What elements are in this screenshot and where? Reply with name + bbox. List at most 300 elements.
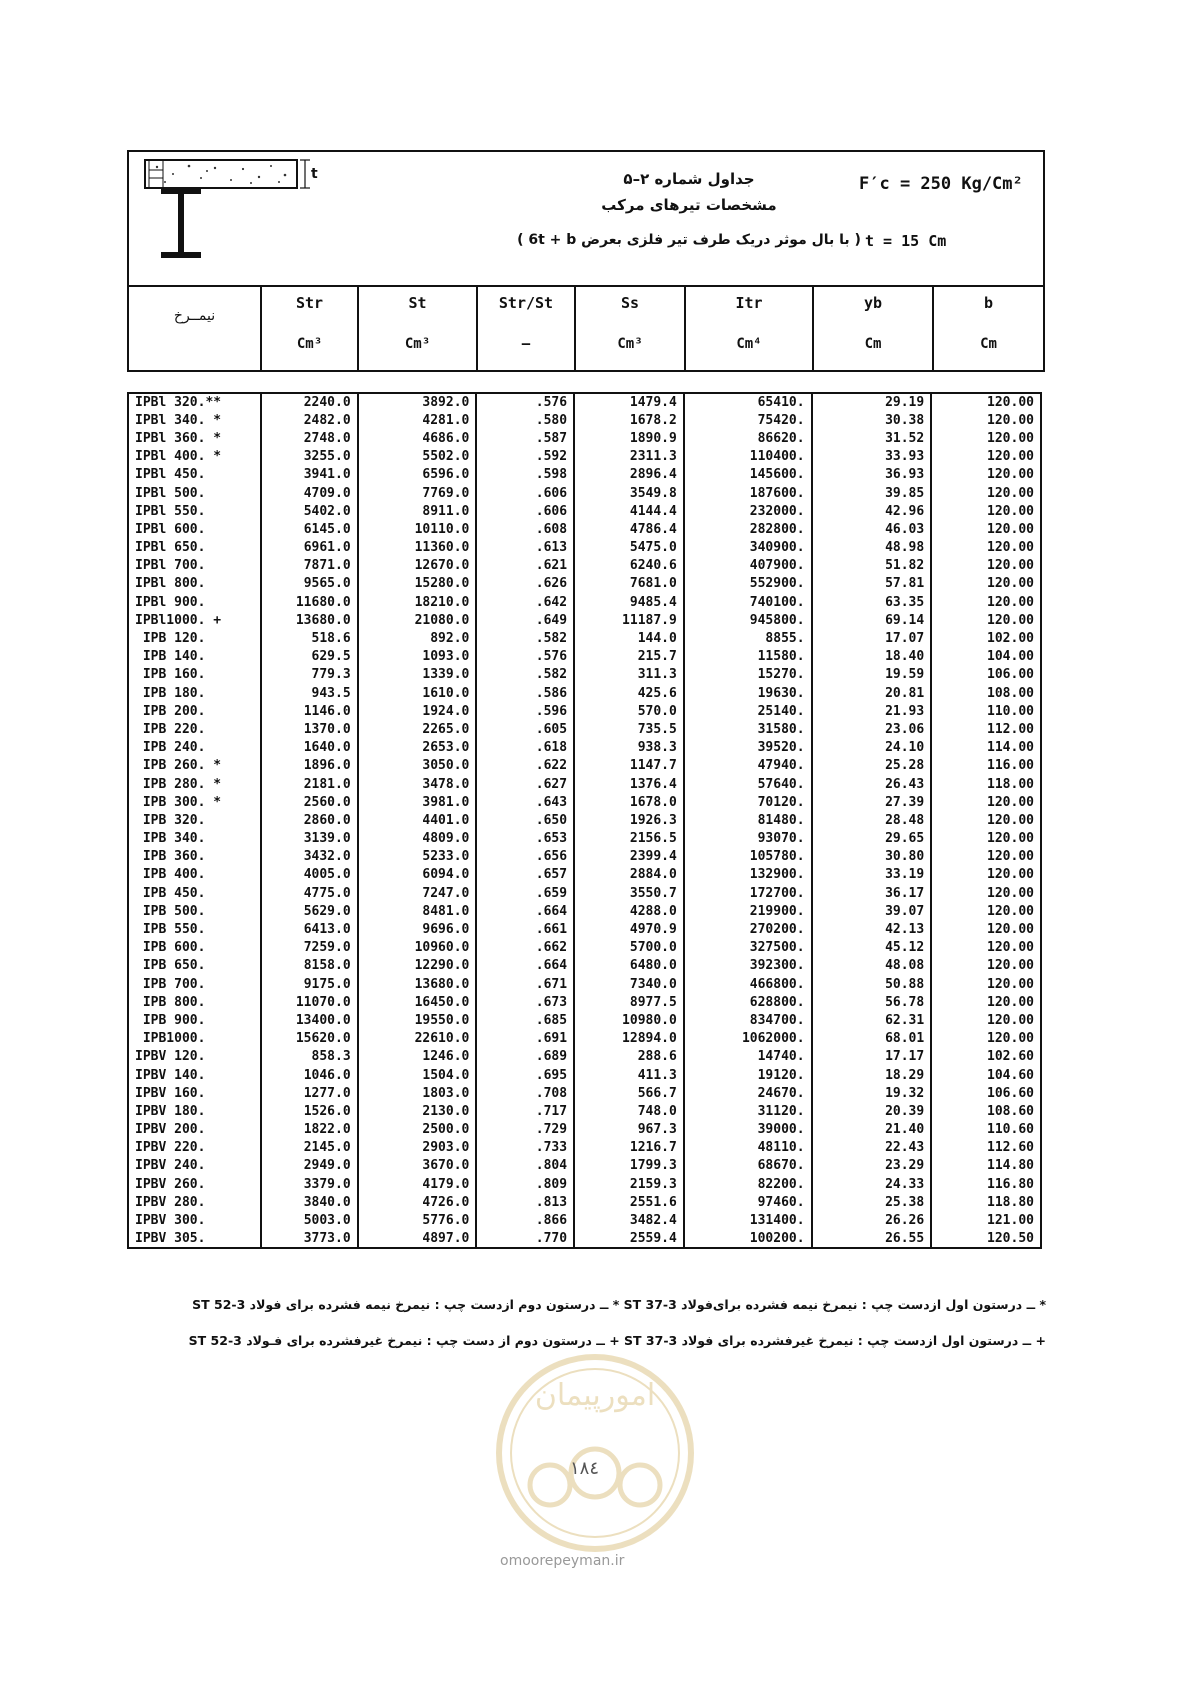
value-cell: 2896.4 (574, 466, 684, 484)
value-cell: 4897.0 (358, 1230, 477, 1248)
value-cell: 1376.4 (574, 775, 684, 793)
value-cell: 68670. (684, 1157, 812, 1175)
value-cell: 2653.0 (358, 739, 477, 757)
profile-name-cell: IPBV 280. (135, 1194, 206, 1210)
col-header-itr-unit: Cm⁴ (736, 336, 762, 352)
value-cell: 340900. (684, 539, 812, 557)
value-cell: 2884.0 (574, 866, 684, 884)
value-cell: 42.13 (812, 920, 932, 938)
profile-name-cell: IPB 120. (135, 631, 206, 647)
concrete-strength-param: F′c = 250 Kg/Cm² (859, 174, 1023, 194)
table-row (128, 520, 1041, 538)
value-cell: 39.07 (812, 902, 932, 920)
value-cell: 892.0 (358, 629, 477, 647)
table-row (128, 866, 1041, 884)
col-header-ratio-symbol: Str/St (498, 294, 554, 312)
value-cell: 552900. (684, 575, 812, 593)
value-cell: 120.50 (931, 1230, 1041, 1248)
value-cell: 17.17 (812, 1048, 932, 1066)
value-cell: 13680.0 (261, 611, 358, 629)
table-row (128, 775, 1041, 793)
value-cell: 2949.0 (261, 1157, 358, 1175)
value-cell: 62.31 (812, 1011, 932, 1029)
table-row (128, 593, 1041, 611)
value-cell: 31580. (684, 720, 812, 738)
value-cell: 1610.0 (358, 684, 477, 702)
profile-name-cell: IPB 240. (135, 740, 206, 756)
value-cell: 4281.0 (358, 411, 477, 429)
value-cell: 24670. (684, 1084, 812, 1102)
value-cell: 6961.0 (261, 539, 358, 557)
value-cell: 144.0 (574, 629, 684, 647)
value-cell: 11680.0 (261, 593, 358, 611)
value-cell: .689 (476, 1048, 574, 1066)
value-cell: .866 (476, 1211, 574, 1229)
col-header-yb-symbol: yb (863, 294, 883, 312)
value-cell: 1246.0 (358, 1048, 477, 1066)
col-header-b-unit: Cm (980, 336, 997, 352)
table-body (128, 393, 1041, 1248)
value-cell: 25.28 (812, 757, 932, 775)
value-cell: .608 (476, 520, 574, 538)
value-cell: 17.07 (812, 629, 932, 647)
value-cell: 120.00 (931, 593, 1041, 611)
value-cell: 187600. (684, 484, 812, 502)
value-cell: 112.60 (931, 1139, 1041, 1157)
value-cell: 36.93 (812, 466, 932, 484)
value-cell: 26.26 (812, 1211, 932, 1229)
slab-thickness-param: t = 15 Cm (865, 232, 947, 250)
table-row (128, 1193, 1041, 1211)
value-cell: 104.00 (931, 648, 1041, 666)
value-cell: 132900. (684, 866, 812, 884)
value-cell: 3478.0 (358, 775, 477, 793)
value-cell: .770 (476, 1230, 574, 1248)
value-cell: .627 (476, 775, 574, 793)
value-cell: 120.00 (931, 902, 1041, 920)
value-cell: 1062000. (684, 1030, 812, 1048)
profile-name-cell: IPBl 400. * (135, 449, 222, 465)
value-cell: 1147.7 (574, 757, 684, 775)
profile-name-cell: IPBV 180. (135, 1103, 206, 1119)
value-cell: 2265.0 (358, 720, 477, 738)
value-cell: 8977.5 (574, 993, 684, 1011)
value-cell: 31120. (684, 1102, 812, 1120)
value-cell: 8481.0 (358, 902, 477, 920)
profile-name-cell: IPBl 800. (135, 576, 206, 592)
value-cell: .695 (476, 1066, 574, 1084)
value-cell: 120.00 (931, 575, 1041, 593)
table-row (128, 1030, 1041, 1048)
value-cell: 2860.0 (261, 811, 358, 829)
column-header-row (127, 286, 1045, 372)
value-cell: 8158.0 (261, 957, 358, 975)
value-cell: 282800. (684, 520, 812, 538)
value-cell: .582 (476, 666, 574, 684)
table-row (128, 666, 1041, 684)
value-cell: 3550.7 (574, 884, 684, 902)
value-cell: 36.17 (812, 884, 932, 902)
value-cell: 33.19 (812, 866, 932, 884)
table-row (128, 539, 1041, 557)
value-cell: 22.43 (812, 1139, 932, 1157)
table-row (128, 848, 1041, 866)
profile-name-cell: IPB 260. * (135, 758, 222, 774)
value-cell: 4809.0 (358, 830, 477, 848)
value-cell: 2156.5 (574, 830, 684, 848)
profile-name-cell: IPBl 450. (135, 467, 206, 483)
col-header-ratio-unit: — (521, 336, 531, 352)
value-cell: 4709.0 (261, 484, 358, 502)
value-cell: 392300. (684, 957, 812, 975)
value-cell: 2748.0 (261, 429, 358, 447)
table-row (128, 1230, 1041, 1248)
value-cell: 7681.0 (574, 575, 684, 593)
value-cell: 3432.0 (261, 848, 358, 866)
value-cell: .622 (476, 757, 574, 775)
value-cell: 2159.3 (574, 1175, 684, 1193)
value-cell: 118.00 (931, 775, 1041, 793)
value-cell: .643 (476, 793, 574, 811)
value-cell: 112.00 (931, 720, 1041, 738)
section-properties-table (127, 392, 1042, 1249)
table-row (128, 575, 1041, 593)
col-header-yb (814, 286, 934, 370)
value-cell: 748.0 (574, 1102, 684, 1120)
profile-name-cell: IPB 600. (135, 940, 206, 956)
value-cell: 120.00 (931, 466, 1041, 484)
value-cell: 57.81 (812, 575, 932, 593)
profile-name-cell: IPB 400. (135, 867, 206, 883)
table-row (128, 1066, 1041, 1084)
value-cell: 2240.0 (261, 393, 358, 411)
value-cell: 118.80 (931, 1193, 1041, 1211)
value-cell: 1526.0 (261, 1102, 358, 1120)
value-cell: 22610.0 (358, 1030, 477, 1048)
value-cell: 4970.9 (574, 920, 684, 938)
value-cell: 48.98 (812, 539, 932, 557)
value-cell: 23.29 (812, 1157, 932, 1175)
value-cell: 48110. (684, 1139, 812, 1157)
value-cell: 10110.0 (358, 520, 477, 538)
table-row (128, 429, 1041, 447)
value-cell: 11187.9 (574, 611, 684, 629)
value-cell: 33.93 (812, 448, 932, 466)
value-cell: .659 (476, 884, 574, 902)
value-cell: .733 (476, 1139, 574, 1157)
value-cell: 2130.0 (358, 1102, 477, 1120)
value-cell: 65410. (684, 393, 812, 411)
value-cell: 75420. (684, 411, 812, 429)
title-block (559, 170, 819, 214)
value-cell: 102.00 (931, 629, 1041, 647)
table-row (128, 757, 1041, 775)
value-cell: .809 (476, 1175, 574, 1193)
value-cell: 5629.0 (261, 902, 358, 920)
value-cell: 570.0 (574, 702, 684, 720)
profile-name-cell: IPB 550. (135, 922, 206, 938)
value-cell: 9485.4 (574, 593, 684, 611)
value-cell: 120.00 (931, 830, 1041, 848)
value-cell: 2903.0 (358, 1139, 477, 1157)
profile-name-cell: IPB 340. (135, 831, 206, 847)
col-header-profile (129, 286, 262, 370)
profile-name-cell: IPB 140. (135, 649, 206, 665)
value-cell: 120.00 (931, 411, 1041, 429)
profile-name-cell: IPBV 300. (135, 1213, 206, 1229)
value-cell: 120.00 (931, 793, 1041, 811)
profile-name-cell: IPB 220. (135, 721, 206, 737)
value-cell: 3050.0 (358, 757, 477, 775)
value-cell: 63.35 (812, 593, 932, 611)
value-cell: 411.3 (574, 1066, 684, 1084)
value-cell: 19630. (684, 684, 812, 702)
value-cell: 23.06 (812, 720, 932, 738)
value-cell: 566.7 (574, 1084, 684, 1102)
value-cell: 39.85 (812, 484, 932, 502)
value-cell: 2181.0 (261, 775, 358, 793)
value-cell: 232000. (684, 502, 812, 520)
profile-name-cell: IPB 280. * (135, 776, 222, 792)
value-cell: 21080.0 (358, 611, 477, 629)
value-cell: 13680.0 (358, 975, 477, 993)
value-cell: 120.00 (931, 848, 1041, 866)
value-cell: .613 (476, 539, 574, 557)
value-cell: 4288.0 (574, 902, 684, 920)
value-cell: 93070. (684, 830, 812, 848)
value-cell: 30.38 (812, 411, 932, 429)
table-row (128, 448, 1041, 466)
value-cell: 86620. (684, 429, 812, 447)
value-cell: .596 (476, 702, 574, 720)
watermark-brand-text: امورپیمان (534, 1378, 656, 1413)
value-cell: 29.19 (812, 393, 932, 411)
value-cell: 311.3 (574, 666, 684, 684)
profile-name-cell: IPBl 550. (135, 503, 206, 519)
col-header-str-symbol: Str (295, 294, 324, 312)
value-cell: .587 (476, 429, 574, 447)
value-cell: .642 (476, 593, 574, 611)
col-header-st-unit: Cm³ (404, 336, 431, 352)
table-row (128, 611, 1041, 629)
value-cell: 1216.7 (574, 1139, 684, 1157)
profile-name-cell: IPBV 305. (135, 1230, 206, 1246)
figure-t-label: t (311, 166, 318, 182)
value-cell: .657 (476, 866, 574, 884)
value-cell: 15620.0 (261, 1030, 358, 1048)
value-cell: 120.00 (931, 611, 1041, 629)
table-row (128, 393, 1041, 411)
profile-name-cell: IPBl 700. (135, 558, 206, 574)
profile-name-cell: IPBl 900. (135, 594, 206, 610)
value-cell: 4005.0 (261, 866, 358, 884)
table-row (128, 1048, 1041, 1066)
value-cell: 121.00 (931, 1211, 1041, 1229)
col-header-ss (576, 286, 686, 370)
value-cell: 3482.4 (574, 1211, 684, 1229)
value-cell: 1370.0 (261, 720, 358, 738)
value-cell: 7769.0 (358, 484, 477, 502)
value-cell: 120.00 (931, 429, 1041, 447)
value-cell: 120.00 (931, 957, 1041, 975)
value-cell: .813 (476, 1193, 574, 1211)
value-cell: 219900. (684, 902, 812, 920)
value-cell: 120.00 (931, 975, 1041, 993)
value-cell: 27.39 (812, 793, 932, 811)
value-cell: 629.5 (261, 648, 358, 666)
value-cell: 11580. (684, 648, 812, 666)
value-cell: 18.40 (812, 648, 932, 666)
value-cell: 19120. (684, 1066, 812, 1084)
value-cell: 50.88 (812, 975, 932, 993)
table-row (128, 920, 1041, 938)
value-cell: .576 (476, 393, 574, 411)
value-cell: 858.3 (261, 1048, 358, 1066)
value-cell: 29.65 (812, 830, 932, 848)
value-cell: .606 (476, 484, 574, 502)
col-header-b (934, 286, 1043, 370)
value-cell: 172700. (684, 884, 812, 902)
value-cell: 1640.0 (261, 739, 358, 757)
value-cell: 48.08 (812, 957, 932, 975)
profile-name-cell: IPBV 160. (135, 1085, 206, 1101)
value-cell: 28.48 (812, 811, 932, 829)
value-cell: .804 (476, 1157, 574, 1175)
value-cell: 3981.0 (358, 793, 477, 811)
value-cell: 3379.0 (261, 1175, 358, 1193)
value-cell: 1822.0 (261, 1121, 358, 1139)
table-row (128, 684, 1041, 702)
table-row (128, 957, 1041, 975)
col-header-itr-symbol: Itr (735, 294, 763, 312)
value-cell: 6413.0 (261, 920, 358, 938)
value-cell: .586 (476, 684, 574, 702)
value-cell: 104.60 (931, 1066, 1041, 1084)
value-cell: .664 (476, 957, 574, 975)
value-cell: 47940. (684, 757, 812, 775)
value-cell: .606 (476, 502, 574, 520)
value-cell: 39520. (684, 739, 812, 757)
value-cell: 4775.0 (261, 884, 358, 902)
value-cell: 12290.0 (358, 957, 477, 975)
value-cell: 11070.0 (261, 993, 358, 1011)
profile-name-cell: IPBl 360. * (135, 430, 222, 446)
table-row (128, 702, 1041, 720)
value-cell: 105780. (684, 848, 812, 866)
value-cell: .582 (476, 629, 574, 647)
value-cell: 25140. (684, 702, 812, 720)
value-cell: 6094.0 (358, 866, 477, 884)
value-cell: 1678.2 (574, 411, 684, 429)
value-cell: 20.81 (812, 684, 932, 702)
col-header-ratio (478, 286, 576, 370)
value-cell: 24.33 (812, 1175, 932, 1193)
value-cell: 425.6 (574, 684, 684, 702)
value-cell: 13400.0 (261, 1011, 358, 1029)
profile-name-cell: IPB 500. (135, 903, 206, 919)
value-cell: 4726.0 (358, 1193, 477, 1211)
footnote-plus: + ــ درستون اول ازدست چپ : نیمرخ غیرفشرده برای فولاد ST 37-3 + ــ درستون دوم از دست چپ : نیمرخ غیرفشرده برای فـولاد ST 52-3 (188, 1333, 1046, 1348)
value-cell: .598 (476, 466, 574, 484)
value-cell: 740100. (684, 593, 812, 611)
value-cell: 270200. (684, 920, 812, 938)
value-cell: 4144.4 (574, 502, 684, 520)
table-title-header (127, 150, 1045, 287)
table-row (128, 648, 1041, 666)
table-row (128, 629, 1041, 647)
profile-name-cell: IPB 450. (135, 885, 206, 901)
col-header-yb-unit: Cm (864, 336, 882, 352)
col-header-st (359, 286, 478, 370)
value-cell: 102.60 (931, 1048, 1041, 1066)
value-cell: 834700. (684, 1011, 812, 1029)
value-cell: 120.00 (931, 1030, 1041, 1048)
value-cell: 120.00 (931, 811, 1041, 829)
value-cell: 945800. (684, 611, 812, 629)
value-cell: 110.60 (931, 1121, 1041, 1139)
value-cell: 116.00 (931, 757, 1041, 775)
value-cell: 120.00 (931, 557, 1041, 575)
value-cell: .580 (476, 411, 574, 429)
table-row (128, 939, 1041, 957)
value-cell: 943.5 (261, 684, 358, 702)
table-row (128, 484, 1041, 502)
profile-name-cell: IPB 800. (135, 994, 206, 1010)
value-cell: 120.00 (931, 884, 1041, 902)
value-cell: .592 (476, 448, 574, 466)
value-cell: 116.80 (931, 1175, 1041, 1193)
profile-name-cell: IPB 700. (135, 976, 206, 992)
value-cell: 5003.0 (261, 1211, 358, 1229)
profile-name-cell: IPBV 140. (135, 1067, 206, 1083)
value-cell: 2311.3 (574, 448, 684, 466)
value-cell: 120.00 (931, 939, 1041, 957)
value-cell: 120.00 (931, 539, 1041, 557)
value-cell: 1146.0 (261, 702, 358, 720)
value-cell: .664 (476, 902, 574, 920)
value-cell: .708 (476, 1084, 574, 1102)
table-row (128, 739, 1041, 757)
value-cell: 3139.0 (261, 830, 358, 848)
value-cell: 25.38 (812, 1193, 932, 1211)
value-cell: 779.3 (261, 666, 358, 684)
profile-name-cell: IPB 650. (135, 958, 206, 974)
value-cell: 26.43 (812, 775, 932, 793)
value-cell: 3255.0 (261, 448, 358, 466)
value-cell: 45.12 (812, 939, 932, 957)
col-header-profile-label: نیمــرخ (173, 308, 216, 324)
value-cell: 2145.0 (261, 1139, 358, 1157)
profile-name-cell: IPB 160. (135, 667, 206, 683)
value-cell: 108.60 (931, 1102, 1041, 1120)
value-cell: 18.29 (812, 1066, 932, 1084)
table-row (128, 993, 1041, 1011)
value-cell: 9175.0 (261, 975, 358, 993)
value-cell: 3549.8 (574, 484, 684, 502)
value-cell: 327500. (684, 939, 812, 957)
value-cell: 106.00 (931, 666, 1041, 684)
value-cell: 21.93 (812, 702, 932, 720)
value-cell: 56.78 (812, 993, 932, 1011)
value-cell: .656 (476, 848, 574, 866)
value-cell: 1924.0 (358, 702, 477, 720)
footnote-asterisk: * ــ درستون اول ازدست چپ : نیمرخ نیمه فشرده برای‌فولاد ST 37-3 * ــ درستون دوم ازدست چپ : نیمرخ نیمه فشرده برای فولاد ST 52-3 (192, 1297, 1046, 1312)
value-cell: 215.7 (574, 648, 684, 666)
value-cell: 120.00 (931, 993, 1041, 1011)
value-cell: 2559.4 (574, 1230, 684, 1248)
value-cell: 7871.0 (261, 557, 358, 575)
value-cell: 11360.0 (358, 539, 477, 557)
